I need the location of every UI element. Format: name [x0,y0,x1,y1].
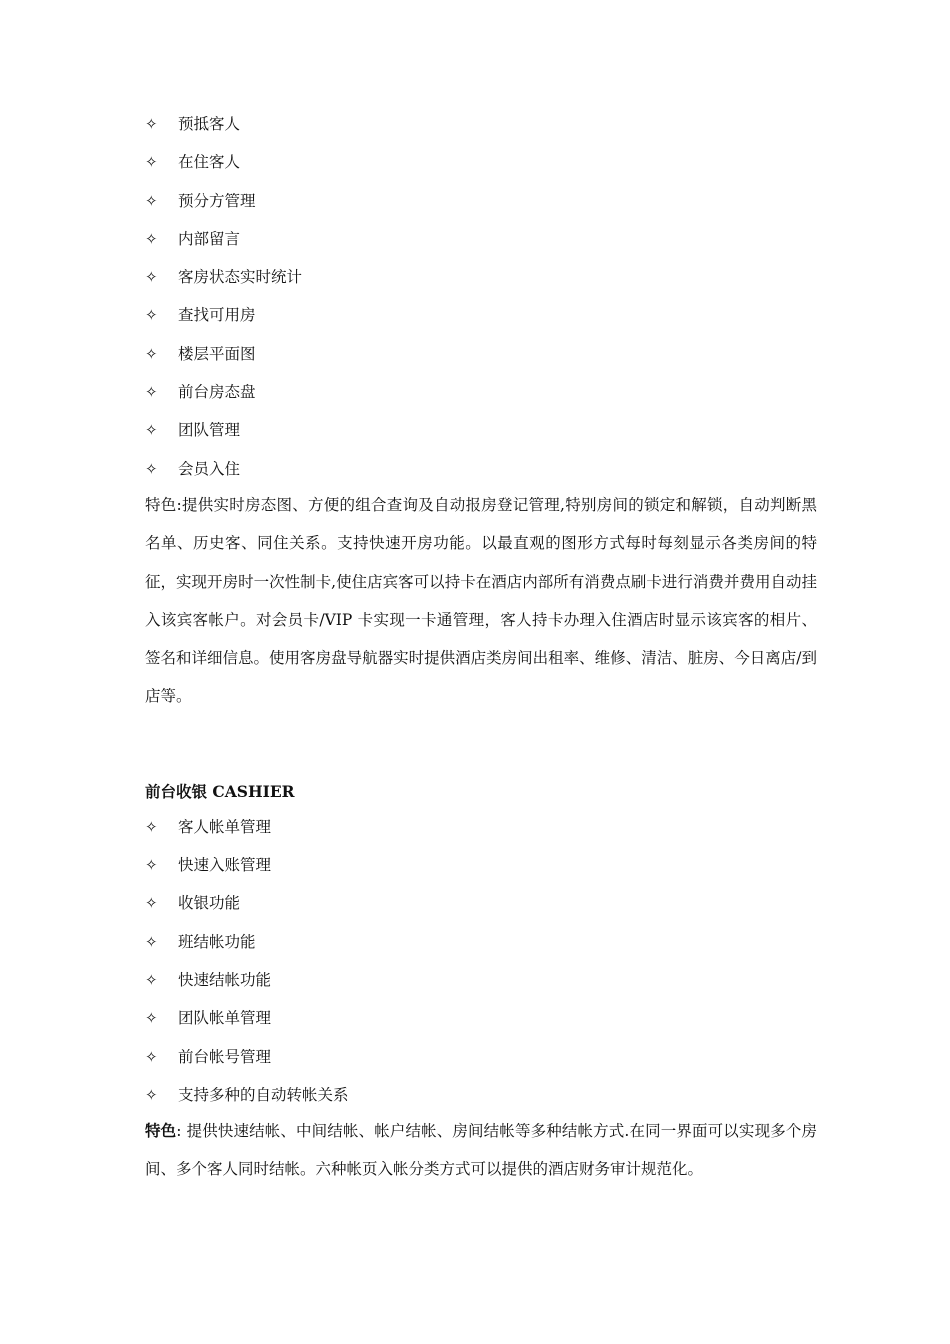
list-item: ✧ 楼层平面图 [145,342,817,380]
cashier-features-description [145,1112,817,1189]
list-item: ✧ 班结帐功能 [145,930,817,968]
diamond-star-icon: ✧ [145,1085,158,1104]
section-title-cashier: 前台收银 CASHIER [145,781,295,801]
diamond-star-icon: ✧ [145,817,158,836]
list-item: ✧ 支持多种的自动转帐关系 [145,1083,817,1121]
diamond-star-icon: ✧ [145,344,158,363]
list-item: ✧ 快速结帐功能 [145,968,817,1006]
diamond-star-icon: ✧ [145,970,158,989]
features-text: : 提供快速结帐、中间结帐、帐户结帐、房间结帐等多种结帐方式.在同一界面可以实现多个房间、多个客人同时结帐。六种帐页入帐分类方式可以提供的酒店财务审计规范化。 [145,1122,817,1179]
features-text: 提供实时房态图、方便的组合查询及自动报房登记管理,特别房间的锁定和解锁，自动判断黑名单、历史客、同住关系。支持快速开房功能。以最直观的图形方式每时每刻显示各类房间的特征，实现开房时一次性制卡,使住店宾客可以持卡在酒店内部所有消费点刷卡进行消费并费用自动挂入该宾客帐户。对会员卡/VIP 卡实现一卡通管理，客人持卡办理入住酒店时显示该宾客的相片、签名和详细信息。使用客房盘导航器实时提供酒店类房间出租率、维修、清洁、脏房、今日离店/到店等。 [145,495,817,706]
diamond-star-icon: ✧ [145,229,158,248]
list-item: ✧ 收银功能 [145,891,817,929]
document-page [145,112,817,1189]
diamond-star-icon: ✧ [145,115,158,133]
features-label: 特色 [145,1122,177,1141]
list-item: ✧ 会员入住 [145,457,817,495]
list-item: ✧ 前台房态盘 [145,380,817,418]
diamond-star-icon: ✧ [145,191,158,210]
list-item: ✧ 查找可用房 [145,303,817,341]
diamond-star-icon: ✧ [145,932,158,951]
features-label: 特色: [145,495,182,514]
list-item: ✧ 快速入账管理 [145,853,817,891]
diamond-star-icon: ✧ [145,894,158,913]
room-features-list [145,112,817,495]
diamond-star-icon: ✧ [145,306,158,325]
list-item: ✧ 团队管理 [145,418,817,456]
diamond-star-icon: ✧ [145,153,158,172]
list-item: ✧ 在住客人 [145,150,817,188]
diamond-star-icon: ✧ [145,459,158,478]
diamond-star-icon: ✧ [145,383,158,402]
list-item: ✧ 客房状态实时统计 [145,265,817,303]
diamond-star-icon: ✧ [145,1047,158,1066]
list-item: ✧ 预分方管理 [145,189,817,227]
list-item: ✧ 内部留言 [145,227,817,265]
list-item: ✧ 团队帐单管理 [145,1006,817,1044]
diamond-star-icon: ✧ [145,1009,158,1028]
list-item: ✧ 客人帐单管理 [145,815,817,853]
diamond-star-icon: ✧ [145,421,158,440]
diamond-star-icon: ✧ [145,268,158,287]
list-item: ✧ 预抵客人 [145,112,817,150]
cashier-features-list [145,815,817,1121]
list-item: ✧ 前台帐号管理 [145,1045,817,1083]
room-features-description [145,486,817,716]
diamond-star-icon: ✧ [145,856,158,875]
